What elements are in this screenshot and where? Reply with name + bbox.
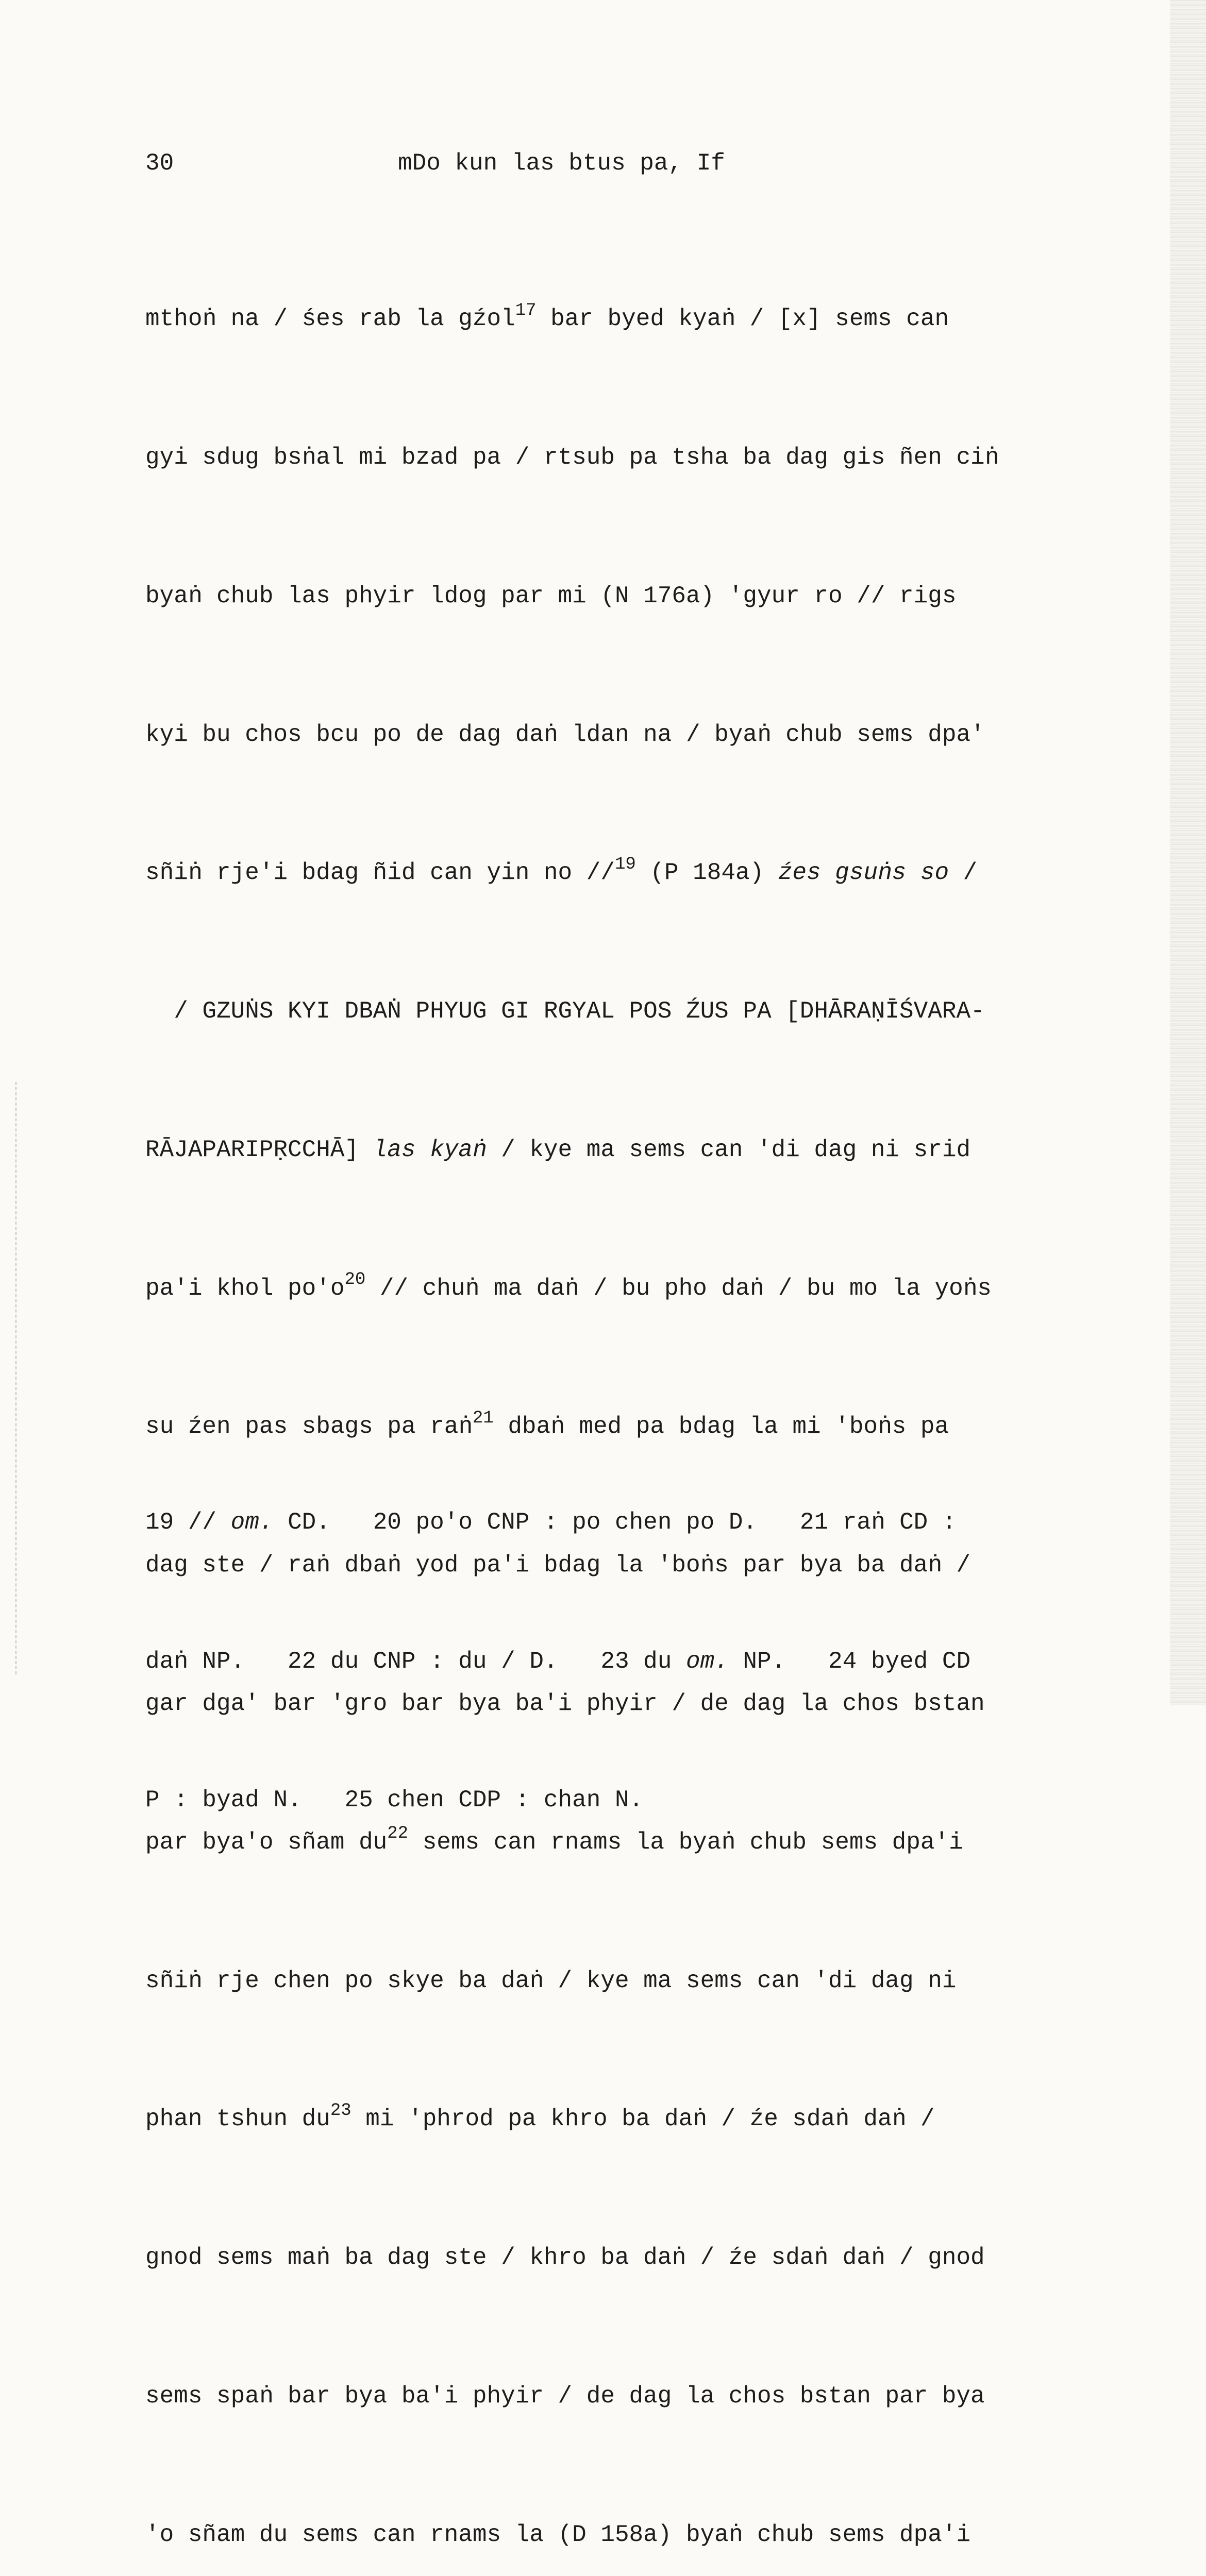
text-span: par bya'o sñam du <box>145 1828 388 1856</box>
text-span: NP. 24 byed CD <box>728 1648 971 1675</box>
footnote-ref: 19 <box>614 854 636 874</box>
text-line: gnod sems maṅ ba dag ste / khro ba daṅ / źe sdaṅ daṅ / gnod <box>145 2244 985 2272</box>
text-span: bar byed kyaṅ / [x] sems can <box>536 306 949 333</box>
footnotes <box>145 1406 1104 1870</box>
text-span: dbaṅ med pa bdag la mi 'boṅs pa <box>493 1413 949 1440</box>
text-span: daṅ NP. 22 du CNP : du / D. 23 du <box>145 1648 686 1675</box>
footnote-line <box>145 1499 1104 1546</box>
text-span: CD. 20 po'o CNP : po chen po D. 21 raṅ CD : <box>273 1509 957 1536</box>
italic-span: om. <box>685 1648 729 1675</box>
footnote-ref: 23 <box>330 2101 351 2121</box>
text-line: byaṅ chub las phyir ldog par mi (N 176a) 'gyur ro // rigs <box>145 582 957 609</box>
text-line: 'o sñam du sems can rnams la (D 158a) byaṅ chub sems dpa'i <box>145 2521 971 2548</box>
italic-span: las kyaṅ <box>373 1136 487 1163</box>
text-span: phan tshun du <box>145 2106 330 2133</box>
text-span: mthoṅ na / śes rab la gźol <box>145 306 515 333</box>
text-span: // chuṅ ma daṅ / bu pho daṅ / bu mo la yoṅs <box>365 1275 992 1302</box>
footnote-ref: 17 <box>515 300 537 320</box>
text-span: (P 184a) <box>635 859 778 887</box>
text-span: su źen pas sbags pa raṅ <box>145 1413 473 1440</box>
text-span: sñiṅ rje'i bdag ñid can yin no // <box>145 859 615 887</box>
running-title: mDo kun las btus pa, If <box>398 150 725 177</box>
text-line: sñiṅ rje chen po skye ba daṅ / kye ma sems can 'di dag ni <box>145 1967 957 1994</box>
text-line <box>145 1127 1104 1174</box>
text-span: / kye ma sems can 'di dag ni srid <box>487 1136 971 1163</box>
page-number: 30 <box>145 150 174 177</box>
text-span: mi 'phrod pa khro ba daṅ / źe sdaṅ daṅ / <box>351 2106 935 2133</box>
text-line <box>145 2096 1104 2143</box>
text-line: sems spaṅ bar bya ba'i phyir / de dag la chos bstan par bya <box>145 2382 985 2410</box>
text-line: dag ste / raṅ dbaṅ yod pa'i bdag la 'boṅs par bya ba daṅ / <box>145 1552 971 1579</box>
text-line: kyi bu chos bcu po de dag daṅ ldan na / byaṅ chub sems dpa' <box>145 721 985 748</box>
text-line <box>145 850 1104 896</box>
body-text <box>145 204 1104 2576</box>
italic-span: om. <box>230 1509 274 1536</box>
text-span: 19 // <box>145 1509 231 1536</box>
running-head <box>145 145 1103 181</box>
footnote-ref: 22 <box>387 1824 409 1844</box>
text-span: sems can rnams la byaṅ chub sems dpa'i <box>408 1828 963 1856</box>
scan-binding-shadow <box>15 1082 19 1674</box>
text-span: / <box>949 859 978 887</box>
text-line: gyi sdug bsṅal mi bzad pa / rtsub pa tsha ba dag gis ñen ciṅ <box>145 444 999 471</box>
footnote-line <box>145 1638 1104 1685</box>
footnote-ref: 20 <box>344 1270 366 1290</box>
italic-span: źes gsuṅs so <box>778 859 949 887</box>
text-line: gar dga' bar 'gro bar bya ba'i phyir / de dag la chos bstan <box>145 1690 985 1717</box>
text-span: pa'i khol po'o <box>145 1275 345 1302</box>
text-line: / GZUṄS KYI DBAṄ PHYUG GI RGYAL POS ŹUS PA [DHĀRAṆĪŚVARA- <box>145 998 985 1025</box>
footnote-line: P : byad N. 25 chen CDP : chan N. <box>145 1787 644 1814</box>
footnote-ref: 21 <box>472 1409 494 1429</box>
scan-edge-texture <box>1170 0 1206 1705</box>
text-span: RĀJAPARIPṚCCHĀ] <box>145 1136 373 1163</box>
text-line <box>145 296 1104 343</box>
text-line <box>145 1266 1104 1312</box>
